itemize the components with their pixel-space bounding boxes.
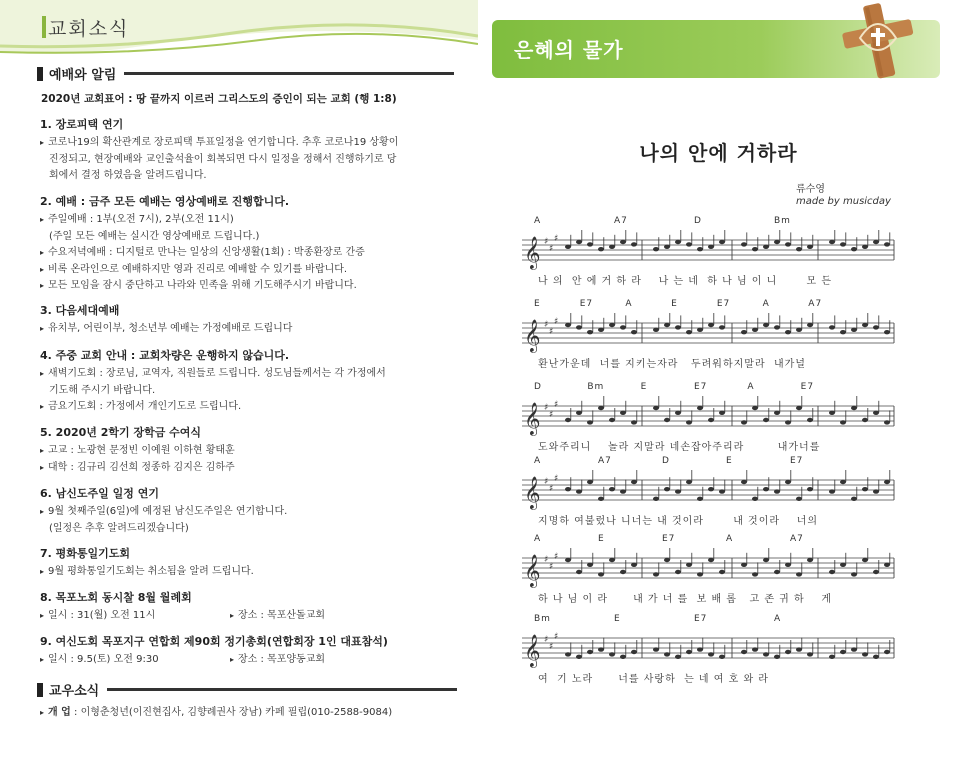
note-head [741,563,747,567]
treble-clef-icon: 𝄞 [524,476,541,509]
banner-title: 교회소식 [48,18,130,40]
notice-line: ▸ 대학 : 김규리 김선희 정종하 김지은 김하주 [40,460,460,477]
chord-label: A [625,299,633,309]
note-head [675,655,681,659]
notice-title: 4. 주중 교회 안내 : 교회차량은 운행하지 않습니다. [40,349,290,362]
chord-label: Bm [774,216,791,226]
chord-label: E7 [716,299,731,309]
notice-line: ▸ 주일예배 : 1부(오전 7시), 2부(오전 11시) [40,212,460,229]
sharp-icon: ♯ [554,552,559,562]
note-head [697,247,703,251]
note-head [697,647,703,651]
chord-label: E [671,299,678,309]
note-head [598,497,604,501]
note-head [796,572,802,576]
note-head [697,572,703,576]
note-head [609,652,615,656]
sharp-icon: ♯ [554,317,559,327]
sharp-icon: ♯ [549,642,554,652]
note-head [576,411,582,415]
sharp-icon: ♯ [554,234,559,244]
note-head [686,330,692,334]
news-text: : 이형춘청년(이진현집사, 김향례권사 장남) 카페 필립(010-2588-9084) [74,707,393,718]
chord-label: A [747,382,755,392]
note-head [719,655,725,659]
notice-title: 5. 2020년 2학기 장학금 수여식 [40,426,202,439]
note-head [686,242,692,246]
note-head [609,558,615,562]
note-head [653,406,659,410]
wooden-cross-icon [830,0,926,80]
chord-label: E [726,456,733,466]
note-head [785,480,791,484]
note-head [741,330,747,334]
notice-pair [40,652,460,669]
note-head [884,330,890,334]
note-head [675,570,681,574]
section-rule [124,72,454,75]
note-head [719,570,725,574]
note-head [609,487,615,491]
note-head [653,328,659,332]
note-head [719,411,725,415]
note-head [675,325,681,329]
chord-label: E [640,382,648,392]
note-head [752,497,758,501]
chord-label: A [762,299,770,309]
notice-title: 1. 장로피택 연기 [40,118,124,131]
notice-line: ▸ 고교 : 노광현 문정빈 이예원 이하현 황태훈 [40,443,460,460]
sharp-icon: ♯ [549,562,554,572]
notice-line: ▸ 새벽기도회 : 장로님, 교역자, 직원들로 드립니다. 성도님들께서는 각 가정에서 [40,366,460,383]
sharp-icon: ♯ [544,477,549,487]
chord-label: Bm [587,382,605,392]
note-head [884,242,890,246]
notice-line: 회에서 결정 하였음을 알려드립니다. [49,170,207,181]
chord-label: D [662,456,670,466]
note-head [719,489,725,493]
note-head [829,240,835,244]
chord-label: A7 [790,534,804,544]
note-head [708,418,714,422]
note-head [719,240,725,244]
note-head [785,420,791,424]
chord-label: E7 [694,614,708,624]
notice-item-4 [40,347,460,416]
note-head [620,489,626,493]
note-head [664,245,670,249]
section-title: 교우소식 [49,684,100,699]
note-head [763,418,769,422]
notice-date: ▸ 일시 : 9.5(토) 오전 9:30 [40,652,230,669]
chord-label: A [726,534,734,544]
note-head [873,325,879,329]
note-head [598,406,604,410]
news-label: 개 업 [48,707,71,718]
section-worship-notice [37,64,454,83]
note-head [587,480,593,484]
note-head [620,240,626,244]
music-staff [518,388,898,438]
treble-clef-icon: 𝄞 [524,634,541,667]
note-head [763,652,769,656]
notice-item-6 [40,485,460,537]
note-head [708,487,714,491]
lyric-line: 여 기 노라 너를 사랑하 는 네 여 호 와 라 [538,674,769,685]
treble-clef-icon: 𝄞 [524,319,541,352]
note-head [620,570,626,574]
notice-title: 2. 예배 : 금주 모든 예배는 영상예배로 진행합니다. [40,195,290,208]
note-head [653,647,659,651]
sharp-icon: ♯ [554,474,559,484]
note-head [774,489,780,493]
lyric-line: 지명하 여불렀나 니너는 내 것이라 내 것이라 너의 [538,516,819,527]
treble-clef-icon: 𝄞 [524,236,541,269]
treble-clef-icon: 𝄞 [524,554,541,587]
section-member-news [37,680,457,699]
sharp-icon: ♯ [544,237,549,247]
bullet-icon: ▸ [40,708,45,717]
note-head [741,650,747,654]
grace-header-title: 은혜의 물가 [514,38,624,62]
notice-line: ▸ 9월 첫째주일(6일)에 예정된 남신도주일은 연기합니다. [40,504,460,521]
note-head [884,563,890,567]
notice-item-5 [40,424,460,476]
note-head [774,411,780,415]
note-head [873,655,879,659]
sharp-icon: ♯ [544,555,549,565]
chord-label: E [614,614,621,624]
section-title: 예배와 알림 [49,68,117,83]
notice-line: ▸ 9월 평화통일기도회는 취소됨을 알려 드립니다. [40,564,460,581]
note-head [686,480,692,484]
note-head [774,325,780,329]
notice-line: ▸ 수요저녁예배 : 디지털로 만나는 일상의 신앙생활(1회) : 박종환장로 간증 [40,245,460,262]
note-head [763,245,769,249]
chord-label: E7 [662,534,676,544]
note-head [686,420,692,424]
note-head [576,489,582,493]
lyric-line: 도와주리니 놀라 지말라 네손잡아주리라 내가너를 [538,442,821,453]
note-head [862,418,868,422]
note-head [576,325,582,329]
note-head [653,572,659,576]
note-head [697,497,703,501]
note-head [829,570,835,574]
note-head [675,489,681,493]
sharp-icon: ♯ [554,632,559,642]
note-head [752,406,758,410]
note-head [609,245,615,249]
note-head [774,240,780,244]
notice-date: ▸ 일시 : 31(월) 오전 11시 [40,608,230,625]
chord-label: D [694,216,702,226]
note-head [686,563,692,567]
note-head [598,328,604,332]
note-head [840,242,846,246]
note-head [785,650,791,654]
lyric-line: 하 나 님 이 라 내 가 너 를 보 배 롭 고 존 귀 하 게 [538,594,833,605]
note-head [664,558,670,562]
notice-line: ▸ 금요기도회 : 가정에서 개인기도로 드립니다. [40,399,460,416]
note-head [851,572,857,576]
note-head [708,245,714,249]
note-head [664,323,670,327]
note-head [796,406,802,410]
sharp-icon: ♯ [549,484,554,494]
note-head [565,323,571,327]
note-head [796,328,802,332]
note-head [631,242,637,246]
note-head [840,420,846,424]
chord-label: A [774,614,782,624]
chord-label: E7 [694,382,708,392]
notice-title: 3. 다음세대예배 [40,304,120,317]
church-news-banner [0,0,478,62]
note-head [884,420,890,424]
note-head [741,420,747,424]
note-head [631,420,637,424]
notice-place: ▸ 장소 : 목포산돌교회 [230,608,420,625]
banner-accent-bar [42,16,46,38]
notice-title: 9. 여신도회 목포지구 연합회 제90회 정기총회(연합회장 1인 대표참석) [40,635,388,648]
music-staff [518,540,898,590]
composer-name: 류수영 [796,184,825,195]
note-head [565,558,571,562]
note-head [851,406,857,410]
note-head [565,652,571,656]
note-head [576,240,582,244]
note-head [631,650,637,654]
note-head [763,487,769,491]
sharp-icon: ♯ [554,400,559,410]
note-head [774,570,780,574]
note-head [609,418,615,422]
note-head [862,245,868,249]
note-head [862,652,868,656]
note-head [697,406,703,410]
note-head [840,330,846,334]
notice-pair [40,608,460,625]
note-head [675,240,681,244]
lyric-line: 환난가운데 너를 지키는자라 두려워하지말라 내가널 [538,359,806,370]
notice-title: 6. 남신도주일 일정 연기 [40,487,159,500]
chord-label: E7 [790,456,804,466]
notice-item-7 [40,545,460,581]
notice-line: ▸ 유치부, 어린이부, 청소년부 예배는 가정예배로 드립니다 [40,321,460,338]
note-head [587,420,593,424]
sharp-icon: ♯ [549,327,554,337]
note-head [862,487,868,491]
note-head [829,411,835,415]
note-head [686,650,692,654]
note-head [752,247,758,251]
chord-label: E7 [800,382,815,392]
music-staff [518,222,898,272]
music-staff [518,462,898,512]
note-head [873,240,879,244]
note-head [587,242,593,246]
note-head [807,418,813,422]
chord-label: Bm [534,614,551,624]
chord-label: E7 [579,299,594,309]
notice-place: ▸ 장소 : 목포양동교회 [230,652,420,669]
note-head [631,563,637,567]
note-head [565,418,571,422]
chord-label: A7 [808,299,823,309]
note-head [873,570,879,574]
note-head [807,245,813,249]
section-marker-icon [37,683,43,697]
note-head [840,650,846,654]
note-head [708,652,714,656]
note-head [653,497,659,501]
note-head [851,247,857,251]
note-head [598,247,604,251]
chord-label: A7 [598,456,612,466]
left-page [0,0,478,765]
chord-label: A7 [614,216,628,226]
note-head [609,323,615,327]
note-head [785,563,791,567]
notice-line: (주일 모든 예배는 실시간 영상예배로 드립니다.) [49,230,260,242]
note-head [752,572,758,576]
notice-title: 8. 목포노회 동시찰 8월 월례회 [40,591,192,604]
chord-label: E [534,299,541,309]
sharp-icon: ♯ [549,410,554,420]
notice-item-2 [40,193,460,295]
chord-label: A [534,216,542,226]
note-head [708,558,714,562]
note-head [807,487,813,491]
note-head [587,330,593,334]
right-page [478,0,959,765]
notice-line: ▸ 코로나19의 확산관계로 장로피택 투표일정을 연기합니다. 추후 코로나19 상황이 [40,135,460,152]
note-head [631,480,637,484]
note-head [598,572,604,576]
note-head [741,242,747,246]
notice-item-9 [40,633,460,669]
note-head [807,652,813,656]
note-head [840,563,846,567]
note-head [851,497,857,501]
note-head [873,489,879,493]
note-head [752,328,758,332]
chord-label: A [534,456,542,466]
note-head [774,655,780,659]
sharp-icon: ♯ [544,635,549,645]
notice-item-3 [40,302,460,338]
note-head [664,418,670,422]
notice-item-8 [40,589,460,625]
note-head [741,480,747,484]
notice-line: ▸ 비록 온라인으로 예배하지만 영과 진리로 예배할 수 있기를 바랍니다. [40,262,460,279]
note-head [796,247,802,251]
note-head [675,411,681,415]
chord-label: E [598,534,605,544]
note-head [664,487,670,491]
note-head [873,411,879,415]
note-head [862,323,868,327]
notice-item-1 [40,116,460,185]
note-head [697,328,703,332]
note-head [653,247,659,251]
notice-line: (일정은 추후 알려드리겠습니다) [49,522,189,534]
notice-title: 7. 평화통일기도회 [40,547,131,560]
note-head [620,655,626,659]
note-head [719,325,725,329]
note-head [851,328,857,332]
note-head [785,242,791,246]
note-head [565,245,571,249]
note-head [620,325,626,329]
section-marker-icon [37,67,43,81]
member-news-line [40,705,460,722]
music-staff [518,620,898,670]
note-head [708,323,714,327]
note-head [620,411,626,415]
song-title: 나의 안에 거하라 [639,141,798,165]
music-staff [518,305,898,355]
note-head [752,647,758,651]
note-head [631,330,637,334]
note-head [796,647,802,651]
chord-label: A [534,534,542,544]
note-head [807,558,813,562]
note-head [851,647,857,651]
section-rule [107,688,457,691]
note-head [829,489,835,493]
notice-line: 기도해 주시기 바랍니다. [49,384,156,396]
note-head [587,650,593,654]
note-head [785,330,791,334]
note-head [884,480,890,484]
note-head [587,563,593,567]
note-head [840,480,846,484]
note-head [598,647,604,651]
sharp-icon: ♯ [544,403,549,413]
notice-line: ▸ 모든 모임을 잠시 중단하고 나라와 민족을 위해 기도해주시기 바랍니다. [40,278,460,295]
note-head [763,323,769,327]
sharp-icon: ♯ [544,320,549,330]
sharp-icon: ♯ [549,244,554,254]
note-head [807,323,813,327]
note-head [829,325,835,329]
member-news-item [40,705,460,722]
note-head [664,652,670,656]
note-head [565,487,571,491]
lyric-line: 나 의 안 에 거 하 라 나 는 네 하 나 님 이 니 모 든 [538,276,833,287]
note-head [862,558,868,562]
chord-label: D [534,382,542,392]
note-head [763,558,769,562]
church-motto: 2020년 교회표어 : 땅 끝까지 이르러 그리스도의 증인이 되는 교회 (행 1:8) [41,93,397,105]
note-head [884,650,890,654]
note-head [576,655,582,659]
treble-clef-icon: 𝄞 [524,402,541,435]
notice-line: 진정되고, 현장예배와 교인출석율이 회복되면 다시 일정을 정해서 진행하기로 당 [49,153,397,165]
note-head [829,655,835,659]
arranger-credit: made by musicday [796,196,891,207]
note-head [796,497,802,501]
note-head [576,570,582,574]
